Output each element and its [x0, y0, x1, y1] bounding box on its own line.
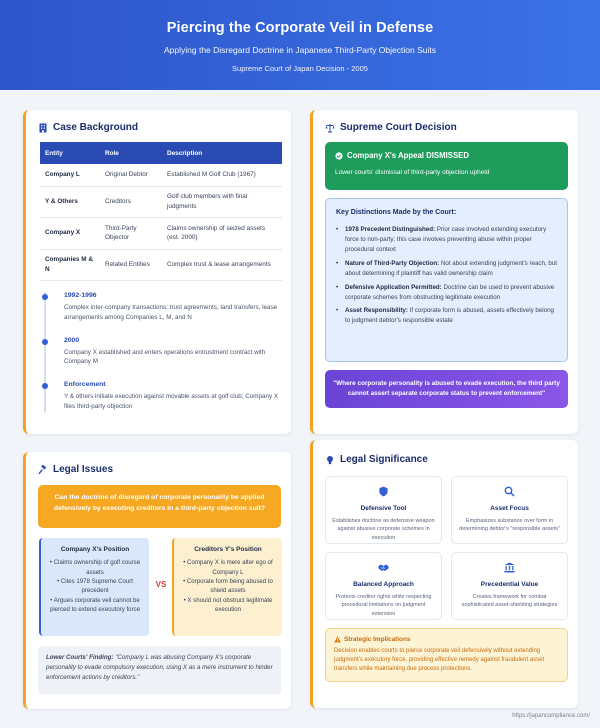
position-point: • Argues corporate veil cannot be pierced to extend executory force — [49, 596, 141, 614]
cell-entity: Y & Others — [40, 186, 100, 217]
timeline-dot — [42, 339, 48, 345]
cell-entity: Company X — [40, 217, 100, 249]
list-item: • 1978 Precedent Distinguished: Prior case involved extending executory force to non-party; this case involves preventing abuse within proper procedural context — [336, 225, 557, 255]
handshake-icon — [378, 562, 389, 573]
legal-issues-heading: Legal Issues — [38, 464, 113, 475]
page-subtitle: Applying the Disregard Doctrine in Japanese Third-Party Objection Suits — [164, 45, 436, 55]
lightbulb-icon — [325, 455, 335, 465]
cell-entity: Companies M & N — [40, 249, 100, 280]
page-header — [0, 0, 600, 90]
warning-icon — [334, 636, 341, 643]
case-background-heading: Case Background — [38, 122, 138, 133]
significance-text: Emphasizes substance over form in determining debtor's "responsible assets" — [459, 518, 560, 533]
strategic-title: Strategic Implications — [334, 636, 559, 643]
court-quote: "Where corporate personality is abused to evade execution, the third party cannot assert separate corporate status to prevent enforcement" — [325, 370, 568, 408]
position-point: • Cites 1978 Supreme Court precedent — [57, 577, 133, 595]
legal-significance-card — [310, 440, 578, 708]
table-header-row — [40, 142, 282, 164]
cell-entity: Company L — [40, 164, 100, 186]
significance-item-asset-focus — [451, 476, 568, 544]
shield-icon — [378, 486, 389, 497]
cell-role: Original Debtor — [100, 164, 162, 186]
cell-description: Established M Golf Club (1967) — [162, 164, 282, 186]
footer-url: https://japancompliance.com/ — [512, 713, 590, 719]
significance-item-precedential-value — [451, 552, 568, 620]
vs-label: VS — [155, 580, 167, 589]
case-background-card — [23, 110, 291, 434]
company-x-position — [39, 538, 149, 636]
timeline-dot — [42, 294, 48, 300]
significance-title: Precedential Value — [480, 581, 539, 588]
table-row — [40, 217, 282, 249]
timeline-text: Company X established and enters operations entrustment contract with Company M — [64, 348, 266, 366]
significance-title: Defensive Tool — [360, 505, 407, 512]
building-icon — [38, 123, 48, 133]
cell-description: Claims ownership of seized assets (est. 2000) — [162, 217, 282, 249]
key-distinctions-box — [325, 198, 568, 362]
strategic-implications-box — [325, 628, 568, 682]
decision-card — [310, 110, 578, 434]
list-item: • Asset Responsibility: If corporate form is abused, assets effectively belong to judgment debtor's responsible estate — [336, 306, 557, 326]
timeline-label: 1992-1996 — [64, 292, 97, 299]
decision-label: Supreme Court of Japan Decision - 2005 — [232, 64, 368, 73]
cell-role: Third-Party Objector — [100, 217, 162, 249]
lower-courts-finding — [38, 646, 281, 694]
finding-label: Lower Courts' Finding: — [46, 654, 114, 661]
timeline-item — [46, 381, 290, 412]
position-point: • Company X is mere alter ego of Company L — [183, 559, 273, 576]
search-icon — [504, 486, 515, 497]
list-item: • Defensive Application Permitted: Doctrine can be used to prevent abusive corporate schemes from obstructing legitimate execution — [336, 283, 557, 303]
position-title: Company X's Position — [60, 546, 130, 553]
significance-item-balanced-approach — [325, 552, 442, 620]
timeline-text: Y & others initiate execution against movable assets at golf club; Company X files third-party objection — [64, 393, 279, 410]
gavel-icon — [38, 465, 48, 475]
significance-title: Asset Focus — [490, 505, 529, 512]
scales-icon — [325, 123, 335, 133]
timeline-label: 2000 — [64, 336, 80, 344]
dismissed-text: Lower courts' dismissal of third-party objection upheld — [335, 169, 490, 176]
cell-description: Complex trust & lease arrangements — [162, 249, 282, 280]
table-row — [40, 249, 282, 280]
landmark-icon — [504, 562, 515, 573]
cell-role: Related Entities — [100, 249, 162, 280]
timeline-item — [46, 337, 290, 368]
table-row — [40, 164, 282, 186]
cell-description: Golf club members with final judgments — [162, 186, 282, 217]
cell-role: Creditors — [100, 186, 162, 217]
legal-issues-card — [23, 452, 291, 709]
significance-text: Establishes doctrine as defensive weapon against abusive corporate schemes in execution — [332, 518, 435, 541]
table-row — [40, 186, 282, 217]
case-table — [40, 142, 282, 281]
column-header: Description — [162, 142, 282, 164]
position-point: • Corporate form being abused to shield assets — [183, 577, 273, 595]
decision-heading: Supreme Court Decision — [325, 122, 457, 133]
strategic-text: Decision enables courts to pierce corporate veil defensively without extending judgment's executory force, providing effective remedy against fraudulent asset transfers while maintaining due process protections. — [334, 648, 545, 672]
position-point: • Claims ownership of golf course assets — [49, 559, 141, 576]
significance-item-defensive-tool — [325, 476, 442, 544]
timeline-text: Complex inter-company transactions: trust agreements, land transfers, lease arrangements among Companies L, M, and N — [64, 304, 278, 321]
central-question: Can the doctrine of disregard of corporate personality be applied defensively by executing creditors in a third-party objection suit? — [38, 485, 281, 528]
significance-text: Creates framework for combat sophisticated asset-shielding strategies — [461, 594, 558, 609]
position-point: • X should not obstruct legitimate execution — [183, 596, 273, 614]
column-header: Entity — [40, 142, 100, 164]
creditors-y-position — [172, 538, 282, 636]
finding-text: "Company L was abusing Company X's corporate personality to evade compulsory execution, using X as a mere instrument to hinder enforcement actions by creditors." — [46, 654, 273, 681]
significance-text: Protects creditor rights while respecting procedural limitations on judgment extension — [335, 594, 432, 617]
legal-significance-heading: Legal Significance — [325, 454, 428, 465]
list-item: • Nature of Third-Party Objection: Not about extending judgment's reach, but about determining if plaintiff has valid ownership claim — [336, 259, 557, 279]
timeline-item — [46, 292, 290, 323]
key-distinctions-title: Key Distinctions Made by the Court: — [336, 209, 457, 216]
column-header: Role — [100, 142, 162, 164]
distinctions-list — [336, 225, 557, 326]
timeline — [44, 292, 290, 412]
timeline-dot — [42, 383, 48, 389]
position-title: Creditors Y's Position — [194, 546, 262, 553]
dismissed-title: Company X's Appeal DISMISSED — [335, 151, 558, 160]
timeline-label: Enforcement — [64, 381, 106, 388]
check-circle-icon — [335, 152, 343, 160]
page-title: Piercing the Corporate Veil in Defense — [166, 20, 434, 36]
significance-title: Balanced Approach — [353, 581, 414, 588]
dismissed-banner — [325, 142, 568, 190]
